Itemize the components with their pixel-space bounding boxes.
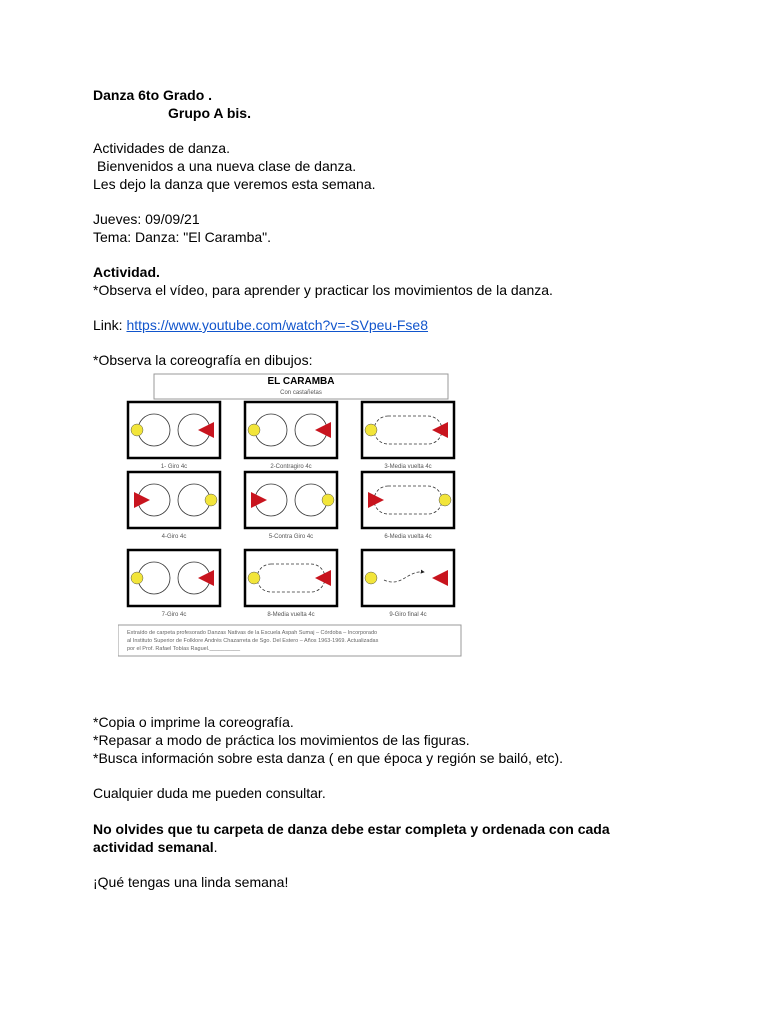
doubts-line: Cualquier duda me pueden consultar. bbox=[93, 785, 326, 801]
figure-panel bbox=[245, 402, 337, 470]
date-line: Jueves: 09/09/21 bbox=[93, 211, 200, 227]
youtube-link[interactable]: https://www.youtube.com/watch?v=-SVpeu-Fse8 bbox=[126, 317, 429, 333]
farewell-line: ¡Qué tengas una linda semana! bbox=[93, 874, 289, 890]
source-note-line-3: por el Prof. Rafael Tobías Raguel.__________ bbox=[127, 646, 241, 652]
lady-marker bbox=[131, 424, 143, 436]
figure-caption: 5-Contra Giro 4c bbox=[268, 534, 314, 540]
link-label: Link: bbox=[93, 317, 123, 333]
reminder-bold-end: actividad semanal bbox=[93, 839, 214, 855]
activity-heading: Actividad. bbox=[93, 264, 160, 280]
group-label: Grupo A bis. bbox=[168, 105, 251, 121]
diagram-title: EL CARAMBA bbox=[267, 376, 335, 387]
figure-panel bbox=[245, 472, 337, 540]
task-research: *Busca información sobre esta danza ( en que época y región se bailó, etc). bbox=[93, 750, 564, 766]
figure-caption: 6-Media vuelta 4c bbox=[384, 534, 432, 540]
figure-panel bbox=[245, 550, 337, 618]
figure-caption: 9-Giro final 4c bbox=[389, 612, 427, 618]
reminder-line-1: No olvides que tu carpeta de danza debe estar completa y ordenada con cada bbox=[93, 821, 610, 837]
figure-panel bbox=[362, 472, 454, 540]
link-line bbox=[93, 316, 428, 334]
reminder-period: . bbox=[213, 839, 218, 855]
figure-caption: 3-Media vuelta 4c bbox=[384, 464, 432, 470]
lady-marker bbox=[365, 572, 377, 584]
figure-caption: 4-Giro 4c bbox=[161, 534, 187, 540]
figure-panel bbox=[128, 402, 220, 470]
intro-line-2: Bienvenidos a una nueva clase de danza. bbox=[97, 158, 357, 174]
doc-title: Danza 6to Grado . bbox=[93, 87, 213, 103]
activity-instruction: *Observa el vídeo, para aprender y practicar los movimientos de la danza. bbox=[93, 282, 553, 298]
lady-marker bbox=[131, 572, 143, 584]
lady-marker bbox=[322, 494, 334, 506]
lady-marker bbox=[248, 572, 260, 584]
lady-marker bbox=[248, 424, 260, 436]
choreography-diagram bbox=[118, 372, 464, 658]
intro-line-3: Les dejo la danza que veremos esta semana. bbox=[93, 176, 376, 192]
figure-panel bbox=[362, 550, 454, 618]
lady-marker bbox=[439, 494, 451, 506]
intro-line-1: Actividades de danza. bbox=[93, 140, 230, 156]
task-review: *Repasar a modo de práctica los movimientos de las figuras. bbox=[93, 732, 470, 748]
figure-caption: 8-Media vuelta 4c bbox=[267, 612, 315, 618]
diagram-subtitle: Con castañetas bbox=[280, 390, 322, 396]
choreography-intro: *Observa la coreografía en dibujos: bbox=[93, 352, 313, 368]
figure-panel bbox=[128, 550, 220, 618]
topic-line: Tema: Danza: "El Caramba". bbox=[93, 229, 272, 245]
figure-caption: 7-Giro 4c bbox=[161, 612, 187, 618]
figure-caption: 1- Giro 4c bbox=[160, 464, 188, 470]
lady-marker bbox=[365, 424, 377, 436]
reminder-line-2 bbox=[93, 838, 218, 856]
task-copy: *Copia o imprime la coreografía. bbox=[93, 714, 294, 730]
diagram-title-box bbox=[154, 374, 448, 399]
lady-marker bbox=[205, 494, 217, 506]
figure-panel bbox=[362, 402, 454, 470]
source-note-line-1: Extraído de carpeta profesorado Danzas Nativas de la Escuela Aspah Sumaj – Córdoba – Incorporado bbox=[127, 630, 378, 636]
source-note-line-2: al Instituto Superior de Folklore Andrés Chazarreta de Sgo. Del Estero – Años 1963-1969. Actualizadas bbox=[127, 638, 379, 644]
figure-caption: 2-Contragiro 4c bbox=[270, 464, 312, 470]
source-note-box bbox=[118, 625, 461, 656]
figure-panel bbox=[128, 472, 220, 540]
